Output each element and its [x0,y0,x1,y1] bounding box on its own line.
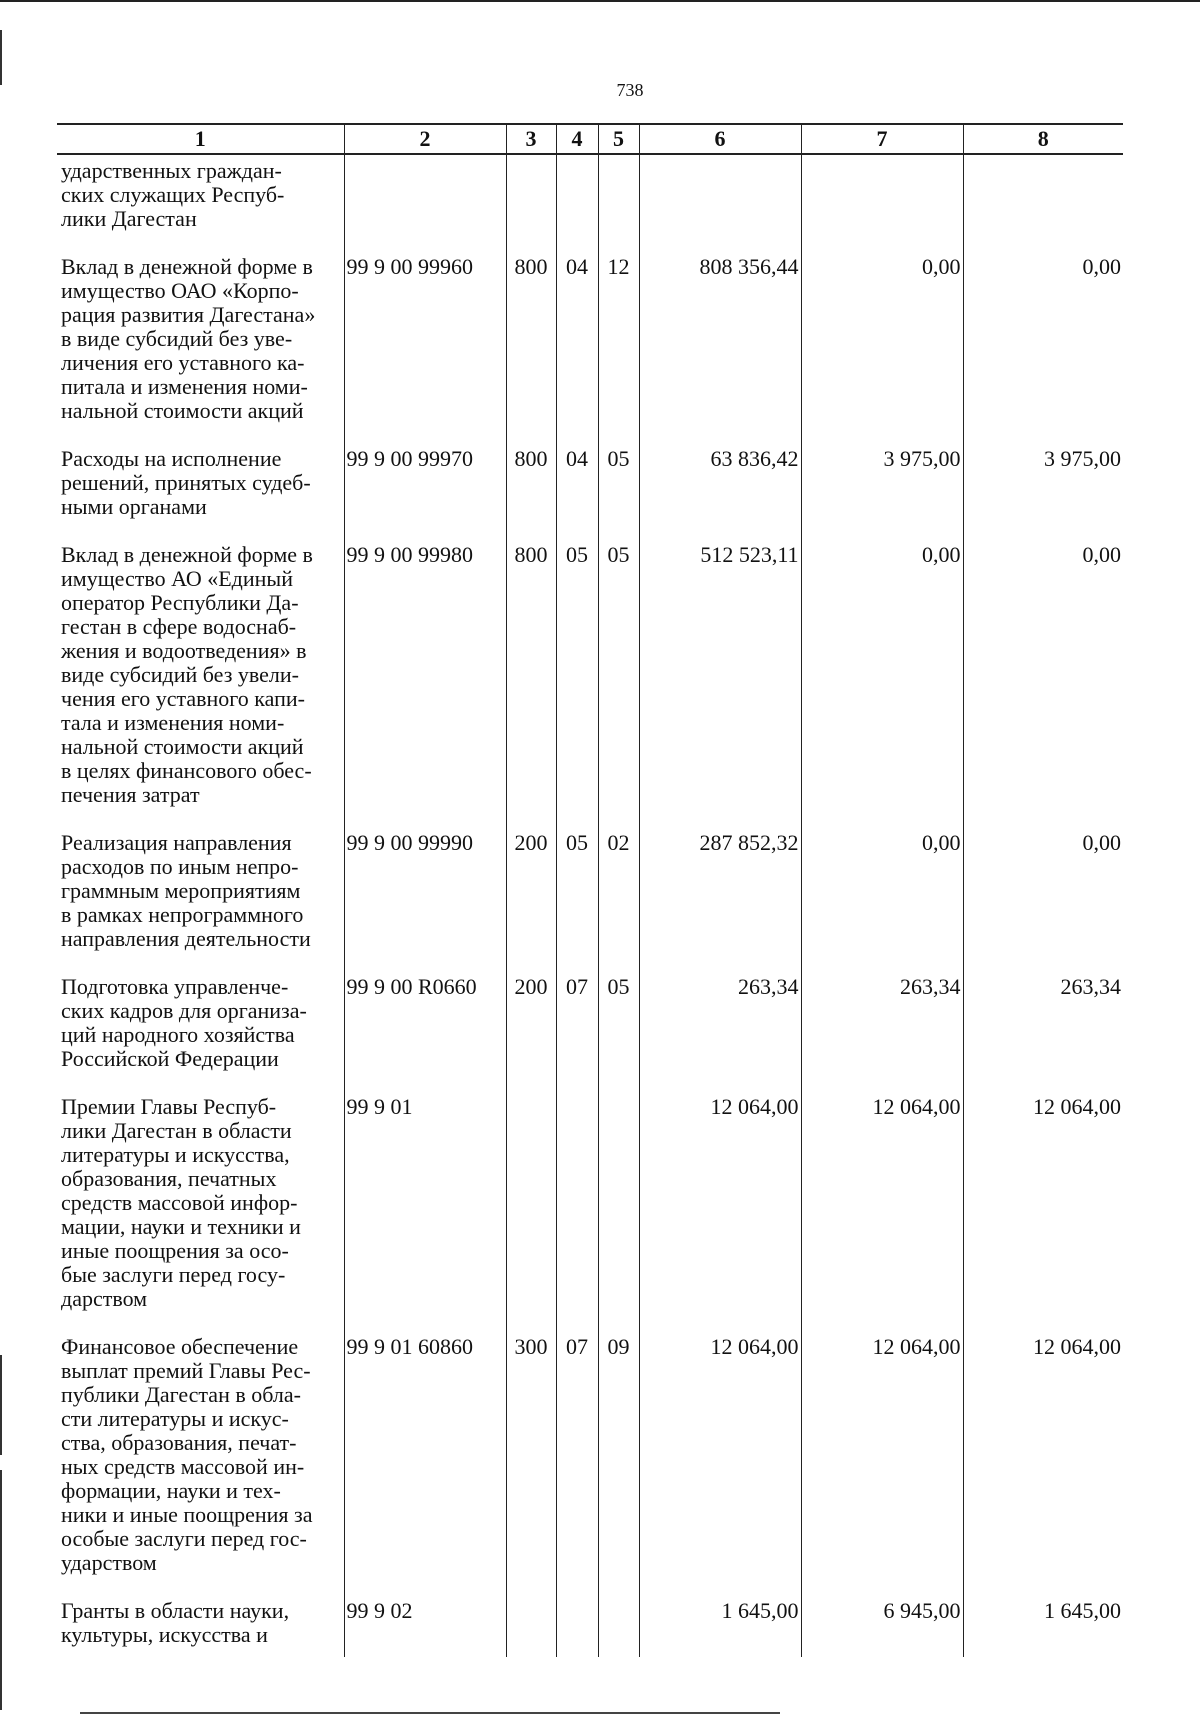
row-section-cell [556,154,598,255]
row-subsection: 05 [607,974,630,999]
row-expense-type-cell [506,543,556,831]
row-description-cell [57,1335,344,1599]
row-amount-col8-cell [963,1095,1123,1335]
row-amount-col7: 6 945,00 [883,1598,961,1623]
row-amount-col7: 12 064,00 [872,1334,961,1359]
row-expense-type-cell [506,154,556,255]
table-row [57,154,1123,255]
row-amount-col8-cell [963,1599,1123,1657]
row-amount-col7-cell [801,447,963,543]
row-subsection-cell [598,543,639,831]
description-line: тала и изменения номи- [61,710,285,735]
description-line: образования, печатных [61,1166,277,1191]
column-header: 5 [598,124,639,154]
table-row [57,1335,1123,1599]
description-line: ники и иные поощрения за [61,1502,313,1527]
row-amount-col8: 263,34 [1060,974,1121,999]
description-line: Гранты в области науки, [61,1598,290,1623]
description-line: Реализация направления [61,830,292,855]
table-row [57,447,1123,543]
row-section-cell [556,447,598,543]
column-header: 8 [963,124,1123,154]
row-description-cell [57,447,344,543]
description-line: Подготовка управленче- [61,974,289,999]
row-amount-col6-cell [639,1599,801,1657]
row-amount-col7: 12 064,00 [872,1094,961,1119]
row-amount-col6-cell [639,154,801,255]
row-amount-col8: 1 645,00 [1044,1598,1121,1623]
row-amount-col6-cell [639,255,801,447]
row-budget-code-cell [344,1095,506,1335]
row-amount-col7-cell [801,255,963,447]
row-section: 04 [566,254,588,279]
description-line: Вклад в денежной форме в [61,542,313,567]
row-amount-col7: 263,34 [900,974,961,999]
budget-table [57,123,1123,1657]
row-section: 07 [566,1334,588,1359]
row-expense-type-cell [506,1599,556,1657]
row-section: 07 [566,974,588,999]
row-section-cell [556,1095,598,1335]
table-row [57,1095,1123,1335]
row-amount-col8: 12 064,00 [1033,1094,1121,1119]
description-line: в целях финансового обес- [61,758,312,783]
row-description-cell [57,975,344,1095]
row-amount-col7-cell [801,1095,963,1335]
column-header: 6 [639,124,801,154]
row-amount-col7: 0,00 [922,254,961,279]
row-budget-code-cell [344,1599,506,1657]
description-line: ских кадров для организа- [61,998,307,1023]
description-line: нальной стоимости акций [61,734,304,759]
row-subsection: 09 [607,1334,630,1359]
description-line: сти литературы и искус- [61,1406,289,1431]
row-description-cell [57,255,344,447]
description-line: нальной стоимости акций [61,398,304,423]
description-line: в рамках непрограммного [61,902,304,927]
row-subsection: 05 [607,446,630,471]
description-line: Премии Главы Респуб- [61,1094,277,1119]
description-line: Финансовое обеспечение [61,1334,299,1359]
row-amount-col6: 12 064,00 [710,1094,799,1119]
description-line: культуры, искусства и [61,1622,268,1647]
row-amount-col7-cell [801,831,963,975]
table-row [57,543,1123,831]
column-header: 4 [556,124,598,154]
row-amount-col8: 3 975,00 [1044,446,1121,471]
row-budget-code: 99 9 00 99960 [346,254,473,279]
row-amount-col6-cell [639,447,801,543]
row-amount-col7-cell [801,154,963,255]
row-amount-col6-cell [639,975,801,1095]
row-description-cell [57,1095,344,1335]
row-budget-code-cell [344,543,506,831]
description-line: ударством [61,1550,157,1575]
row-section: 04 [566,446,588,471]
row-expense-type: 200 [514,830,548,855]
description-line: решений, принятых судеб- [61,470,311,495]
table-row [57,255,1123,447]
scan-left-edge [0,1470,2,1710]
row-amount-col8-cell [963,543,1123,831]
description-line: имущество АО «Единый [61,566,293,591]
row-amount-col6-cell [639,543,801,831]
row-budget-code-cell [344,831,506,975]
row-expense-type-cell [506,447,556,543]
description-line: ций народного хозяйства [61,1022,295,1047]
row-amount-col8: 0,00 [1082,542,1121,567]
row-expense-type-cell [506,255,556,447]
row-amount-col8-cell [963,255,1123,447]
description-line: средств массовой инфор- [61,1190,298,1215]
page-number: 738 [616,80,644,100]
row-amount-col6-cell [639,831,801,975]
description-line: имущество ОАО «Корпо- [61,278,299,303]
row-description-cell [57,543,344,831]
row-amount-col6: 512 523,11 [700,542,799,567]
description-line: ударственных граждан- [61,158,282,183]
row-budget-code-cell [344,255,506,447]
row-expense-type: 200 [514,974,548,999]
row-subsection-cell [598,1335,639,1599]
row-budget-code: 99 9 01 [346,1094,413,1119]
table-row [57,1599,1123,1657]
row-amount-col7-cell [801,1335,963,1599]
description-line: личения его уставного ка- [61,350,305,375]
row-amount-col7-cell [801,975,963,1095]
row-subsection: 12 [607,254,630,279]
row-budget-code-cell [344,447,506,543]
table-row [57,975,1123,1095]
description-line: в виде субсидий без уве- [61,326,293,351]
description-line: ства, образования, печат- [61,1430,297,1455]
row-budget-code: 99 9 00 99990 [346,830,473,855]
row-section-cell [556,543,598,831]
row-section-cell [556,831,598,975]
column-header: 1 [57,124,344,154]
row-amount-col8: 0,00 [1082,830,1121,855]
header-row [57,124,1123,154]
description-line: Вклад в денежной форме в [61,254,313,279]
row-subsection-cell [598,1599,639,1657]
description-line: рация развития Дагестана» [61,302,316,327]
row-budget-code: 99 9 00 99970 [346,446,473,471]
row-section-cell [556,1599,598,1657]
description-line: формации, науки и тех- [61,1478,281,1503]
scan-bottom-edge [80,1712,780,1714]
row-amount-col7-cell [801,543,963,831]
description-line: ных средств массовой ин- [61,1454,305,1479]
description-line: направления деятельности [61,926,311,951]
row-budget-code: 99 9 00 R0660 [346,974,477,999]
description-line: лики Дагестан в области [61,1118,292,1143]
description-line: бые заслуги перед госу- [61,1262,286,1287]
description-line: иные поощрения за осо- [61,1238,289,1263]
description-line: литературы и искусства, [61,1142,290,1167]
column-header: 2 [344,124,506,154]
row-amount-col7: 0,00 [922,542,961,567]
row-expense-type-cell [506,975,556,1095]
row-section-cell [556,1335,598,1599]
description-line: ными органами [61,494,207,519]
scan-top-edge [0,0,1200,2]
row-section-cell [556,975,598,1095]
row-amount-col6: 287 852,32 [699,830,799,855]
row-amount-col6: 63 836,42 [710,446,799,471]
row-expense-type-cell [506,1335,556,1599]
row-amount-col8-cell [963,447,1123,543]
scan-left-edge [0,1355,2,1455]
row-subsection-cell [598,1095,639,1335]
row-section: 05 [566,830,588,855]
row-budget-code-cell [344,154,506,255]
row-amount-col6-cell [639,1095,801,1335]
description-line: виде субсидий без увели- [61,662,300,687]
row-budget-code: 99 9 00 99980 [346,542,473,567]
description-line: жения и водоотведения» в [61,638,307,663]
row-amount-col8-cell [963,975,1123,1095]
row-amount-col6: 12 064,00 [710,1334,799,1359]
row-budget-code-cell [344,1335,506,1599]
description-line: мации, науки и техники и [61,1214,301,1239]
row-amount-col8-cell [963,831,1123,975]
description-line: выплат премий Главы Рес- [61,1358,311,1383]
row-amount-col8: 0,00 [1082,254,1121,279]
row-amount-col6: 808 356,44 [699,254,799,279]
description-line: Российской Федерации [61,1046,279,1071]
row-budget-code: 99 9 01 60860 [346,1334,473,1359]
description-line: чения его уставного капи- [61,686,305,711]
row-subsection-cell [598,831,639,975]
row-expense-type: 300 [514,1334,548,1359]
description-line: дарством [61,1286,148,1311]
row-budget-code-cell [344,975,506,1095]
description-line: граммным мероприятиям [61,878,301,903]
row-description-cell [57,831,344,975]
description-line: расходов по иным непро- [61,854,299,879]
row-amount-col8-cell [963,154,1123,255]
column-header: 3 [506,124,556,154]
row-section-cell [556,255,598,447]
row-subsection-cell [598,975,639,1095]
table-row [57,831,1123,975]
row-amount-col6: 263,34 [738,974,799,999]
row-amount-col7-cell [801,1599,963,1657]
description-line: гестан в сфере водоснаб- [61,614,297,639]
description-line: лики Дагестан [61,206,197,231]
row-subsection-cell [598,447,639,543]
description-line: Расходы на исполнение [61,446,282,471]
row-expense-type: 800 [514,446,548,471]
row-description-cell [57,1599,344,1657]
description-line: печения затрат [61,782,200,807]
row-description-cell [57,154,344,255]
row-expense-type: 800 [514,254,548,279]
row-subsection: 02 [607,830,630,855]
row-amount-col7: 0,00 [922,830,961,855]
row-amount-col7: 3 975,00 [883,446,961,471]
row-budget-code: 99 9 02 [346,1598,413,1623]
row-amount-col8-cell [963,1335,1123,1599]
row-expense-type-cell [506,831,556,975]
description-line: оператор Республики Да- [61,590,299,615]
description-line: публики Дагестан в обла- [61,1382,301,1407]
row-amount-col6: 1 645,00 [721,1598,799,1623]
description-line: особые заслуги перед гос- [61,1526,307,1551]
row-amount-col6-cell [639,1335,801,1599]
row-subsection-cell [598,255,639,447]
column-header: 7 [801,124,963,154]
row-expense-type-cell [506,1095,556,1335]
description-line: ских служащих Респуб- [61,182,285,207]
scan-left-edge [0,30,2,85]
description-line: питала и изменения номи- [61,374,308,399]
row-expense-type: 800 [514,542,548,567]
row-subsection-cell [598,154,639,255]
row-section: 05 [566,542,588,567]
row-subsection: 05 [607,542,630,567]
row-amount-col8: 12 064,00 [1033,1334,1121,1359]
